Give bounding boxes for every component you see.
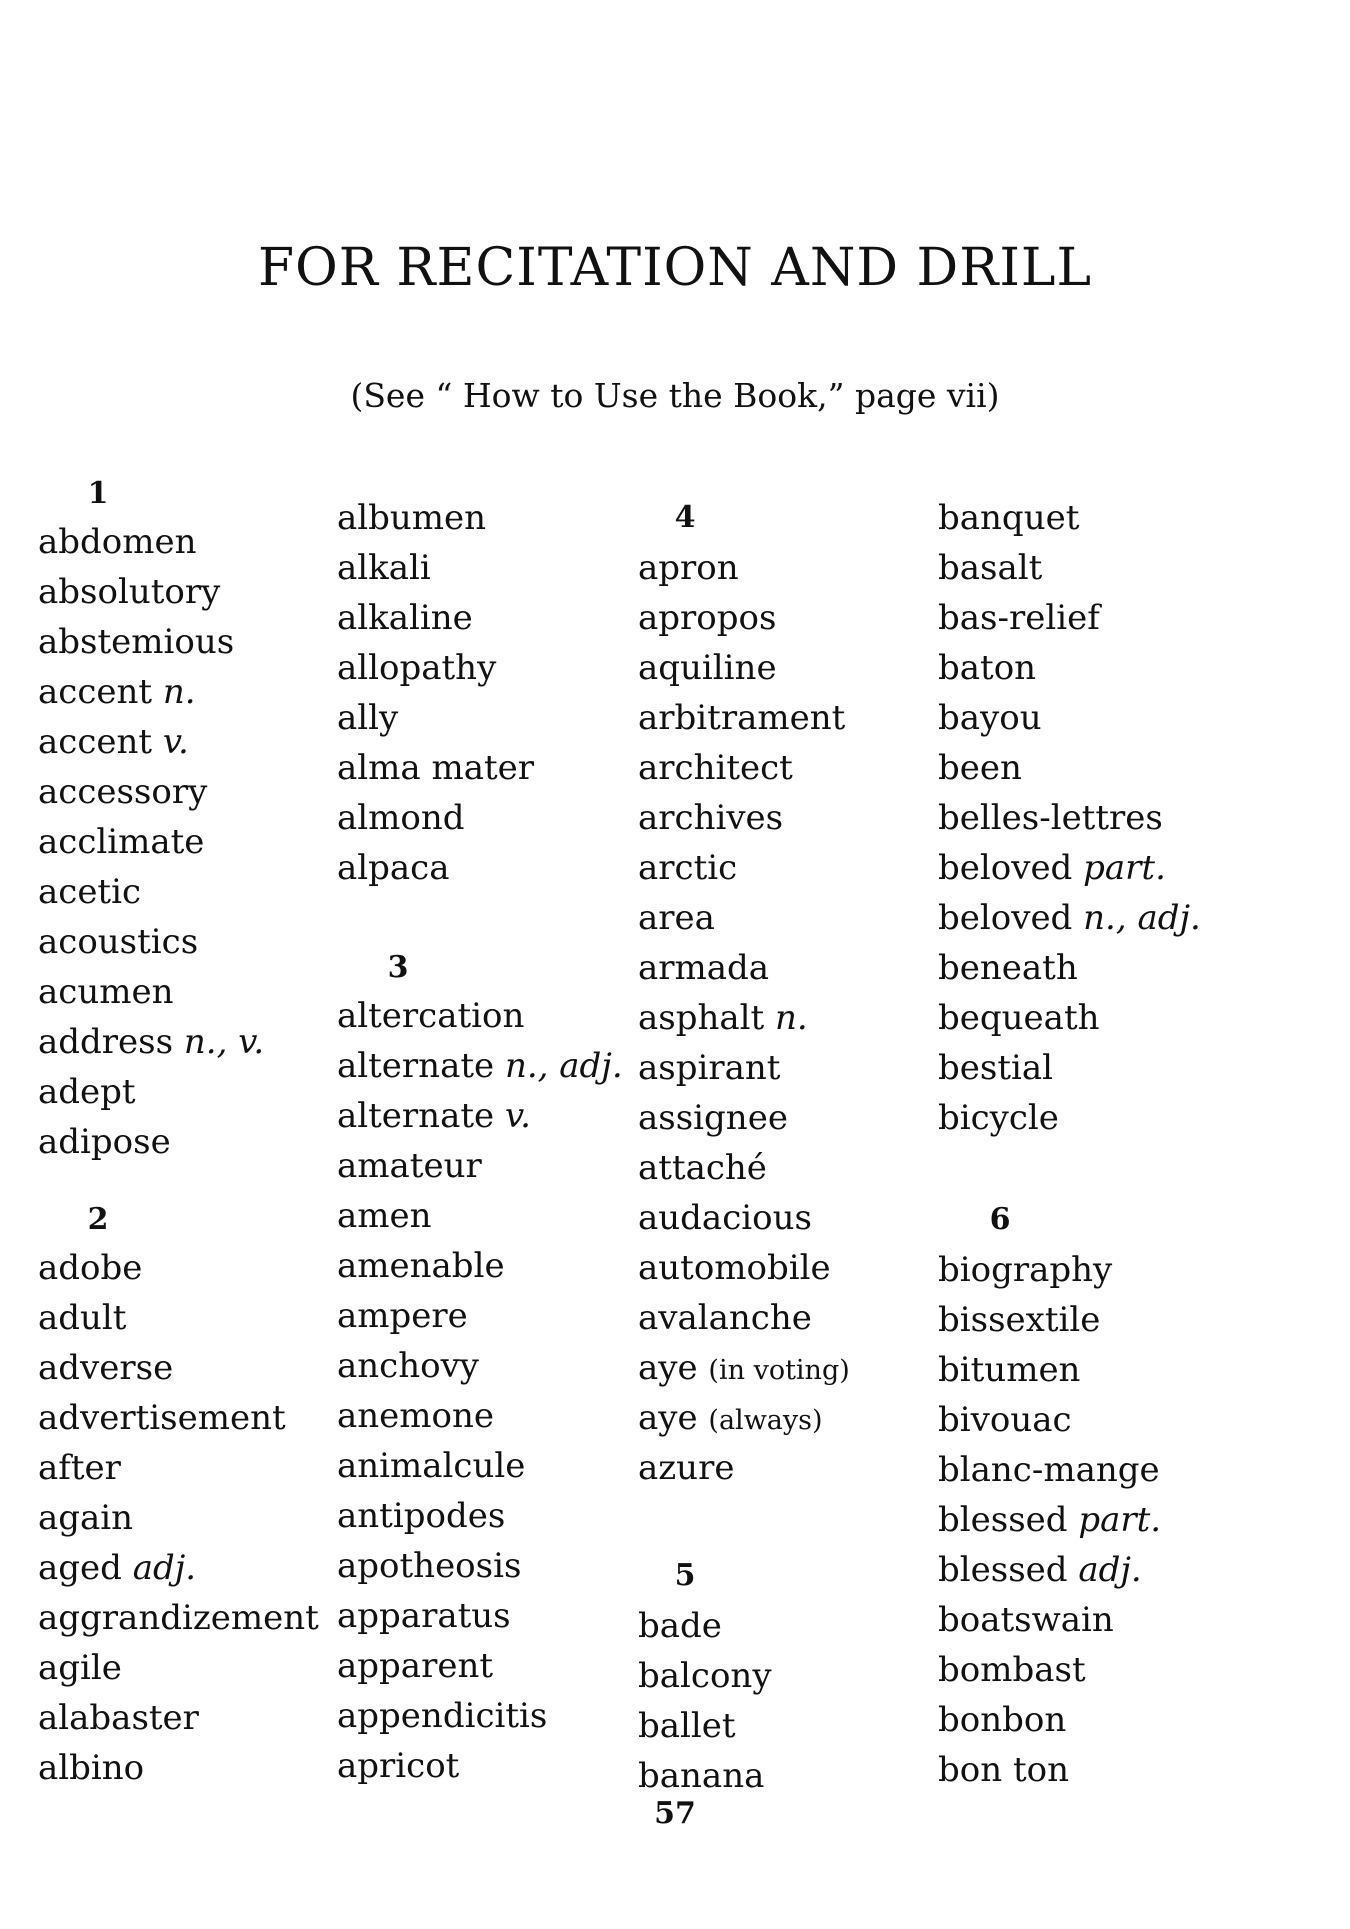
word-entry xyxy=(38,1072,136,1112)
word-entry xyxy=(938,1550,1142,1590)
word-text: apricot xyxy=(337,1746,460,1786)
word-text: almond xyxy=(337,798,465,838)
word-entry xyxy=(938,498,1079,538)
word-entry xyxy=(337,698,398,738)
word-entry xyxy=(938,1450,1160,1490)
word-entry xyxy=(38,1598,319,1638)
word-text: bissextile xyxy=(938,1300,1101,1340)
word-entry xyxy=(638,598,776,638)
word-entry xyxy=(938,798,1163,838)
part-of-speech-note: n., v. xyxy=(183,1022,265,1062)
word-entry xyxy=(337,1696,547,1736)
word-entry xyxy=(938,848,1166,888)
word-text: after xyxy=(38,1448,121,1488)
word-text: belles-lettres xyxy=(938,798,1163,838)
word-text: acclimate xyxy=(38,822,205,862)
word-text: arbitrament xyxy=(638,698,846,738)
word-entry xyxy=(38,822,204,862)
word-text: albino xyxy=(38,1748,145,1788)
word-entry xyxy=(337,848,450,888)
word-text: asphalt xyxy=(638,998,765,1038)
word-entry xyxy=(938,1750,1069,1790)
word-entry xyxy=(638,1048,780,1088)
word-entry xyxy=(337,1296,468,1336)
word-text: biography xyxy=(938,1250,1113,1290)
word-entry xyxy=(38,722,189,762)
word-text: anchovy xyxy=(337,1346,479,1386)
word-entry xyxy=(337,548,431,588)
word-entry xyxy=(638,1298,812,1338)
word-entry xyxy=(938,1400,1072,1440)
part-of-speech-note: n., adj. xyxy=(1083,898,1201,938)
word-text: accessory xyxy=(38,772,208,812)
word-entry xyxy=(638,848,737,888)
word-text: alma mater xyxy=(337,748,535,788)
word-text: anemone xyxy=(337,1396,495,1436)
word-entry xyxy=(938,1500,1161,1540)
word-text: blessed xyxy=(938,1550,1068,1590)
section-number: 4 xyxy=(674,500,696,535)
word-entry xyxy=(638,1706,736,1746)
word-text: apparent xyxy=(337,1646,494,1686)
word-text: absolutory xyxy=(38,572,221,612)
word-entry xyxy=(638,1656,772,1696)
word-entry xyxy=(938,1650,1086,1690)
word-text: basalt xyxy=(938,548,1043,588)
word-text: area xyxy=(638,898,715,938)
word-text: archives xyxy=(638,798,784,838)
word-entry xyxy=(38,1398,286,1438)
word-text: bitumen xyxy=(938,1350,1081,1390)
word-text: boatswain xyxy=(938,1600,1114,1640)
word-entry xyxy=(337,598,473,638)
word-text: amenable xyxy=(337,1246,505,1286)
word-text: altercation xyxy=(337,996,525,1036)
word-entry xyxy=(337,1246,505,1286)
word-entry xyxy=(38,1748,144,1788)
word-entry xyxy=(337,498,486,538)
part-of-speech-note: v. xyxy=(162,722,189,762)
word-entry xyxy=(38,1698,199,1738)
word-text: bivouac xyxy=(938,1400,1072,1440)
word-entry xyxy=(938,748,1022,788)
word-entry xyxy=(938,598,1100,638)
section-number: 5 xyxy=(674,1558,696,1593)
word-text: adipose xyxy=(38,1122,171,1162)
word-text: apropos xyxy=(638,598,777,638)
section-number: 2 xyxy=(87,1202,109,1237)
word-entry xyxy=(638,1198,812,1238)
word-text: attaché xyxy=(638,1148,767,1188)
word-entry xyxy=(638,548,739,588)
word-entry xyxy=(638,1448,734,1488)
page-subtitle: (See “ How to Use the Book,” page vii) xyxy=(350,376,1000,415)
word-text: acetic xyxy=(38,872,142,912)
word-text: bicycle xyxy=(938,1098,1059,1138)
word-entry xyxy=(938,648,1036,688)
word-text: aquiline xyxy=(638,648,777,688)
part-of-speech-note: adj. xyxy=(132,1548,197,1588)
word-text: aged xyxy=(38,1548,122,1588)
word-entry xyxy=(337,648,496,688)
word-entry xyxy=(337,1446,525,1486)
word-entry xyxy=(638,898,715,938)
section-number: 6 xyxy=(989,1202,1011,1237)
word-entry xyxy=(938,1048,1053,1088)
word-text: albumen xyxy=(337,498,487,538)
word-entry xyxy=(38,922,198,962)
word-entry xyxy=(337,798,465,838)
part-of-speech-note: n. xyxy=(162,672,196,712)
word-text: armada xyxy=(638,948,770,988)
word-entry xyxy=(337,1046,623,1086)
word-text: alkaline xyxy=(337,598,473,638)
word-entry xyxy=(337,1396,494,1436)
word-entry xyxy=(38,1122,171,1162)
word-entry xyxy=(938,948,1078,988)
word-text: alpaca xyxy=(337,848,450,888)
word-text: alternate xyxy=(337,1046,495,1086)
word-entry xyxy=(638,948,769,988)
word-entry xyxy=(638,798,783,838)
word-entry xyxy=(337,1196,432,1236)
word-text: architect xyxy=(638,748,793,788)
usage-note: (always) xyxy=(708,1405,823,1436)
word-entry xyxy=(938,1350,1080,1390)
word-text: adobe xyxy=(38,1248,143,1288)
word-text: banquet xyxy=(938,498,1080,538)
word-text: beloved xyxy=(938,898,1073,938)
word-entry xyxy=(938,1700,1066,1740)
word-text: abstemious xyxy=(38,622,235,662)
word-text: antipodes xyxy=(337,1496,506,1536)
word-entry xyxy=(38,872,141,912)
word-entry xyxy=(337,1096,531,1136)
word-text: aggrandizement xyxy=(38,1598,319,1638)
word-entry xyxy=(38,772,207,812)
word-entry xyxy=(638,1756,764,1796)
word-entry xyxy=(938,1300,1100,1340)
word-entry xyxy=(938,1600,1114,1640)
word-entry xyxy=(337,1746,459,1786)
word-text: apron xyxy=(638,548,739,588)
word-entry xyxy=(38,622,234,662)
page-title: FOR RECITATION AND DRILL xyxy=(258,238,1092,298)
word-entry xyxy=(337,1346,479,1386)
word-entry xyxy=(638,1398,823,1438)
word-text: azure xyxy=(638,1448,735,1488)
word-text: bonbon xyxy=(938,1700,1067,1740)
word-text: again xyxy=(38,1498,134,1538)
word-text: been xyxy=(938,748,1022,788)
word-text: beneath xyxy=(938,948,1078,988)
word-text: ally xyxy=(337,698,399,738)
word-text: arctic xyxy=(638,848,738,888)
word-entry xyxy=(938,548,1042,588)
word-text: beloved xyxy=(938,848,1073,888)
word-text: advertisement xyxy=(38,1398,286,1438)
word-entry xyxy=(638,698,845,738)
word-text: bequeath xyxy=(938,998,1100,1038)
word-text: allopathy xyxy=(337,648,497,688)
word-entry xyxy=(337,1596,511,1636)
word-text: bas-relief xyxy=(938,598,1100,638)
word-entry xyxy=(938,898,1201,938)
word-text: appendicitis xyxy=(337,1696,548,1736)
part-of-speech-note: adj. xyxy=(1078,1550,1142,1590)
word-entry xyxy=(38,1548,196,1588)
word-text: bombast xyxy=(938,1650,1086,1690)
part-of-speech-note: part. xyxy=(1083,848,1166,888)
word-entry xyxy=(938,698,1042,738)
word-entry xyxy=(638,648,777,688)
word-entry xyxy=(38,522,197,562)
page-number: 57 xyxy=(654,1796,696,1831)
word-text: automobile xyxy=(638,1248,831,1288)
word-text: accent xyxy=(38,722,153,762)
word-text: acumen xyxy=(38,972,174,1012)
word-entry xyxy=(38,972,173,1012)
word-text: apotheosis xyxy=(337,1546,522,1586)
word-entry xyxy=(38,672,196,712)
word-text: blanc-mange xyxy=(938,1450,1160,1490)
word-text: aye xyxy=(638,1398,698,1438)
word-entry xyxy=(38,1298,126,1338)
word-entry xyxy=(938,1250,1112,1290)
word-text: adverse xyxy=(38,1348,174,1388)
word-entry xyxy=(638,998,808,1038)
section-number: 3 xyxy=(387,950,409,985)
word-text: amen xyxy=(337,1196,432,1236)
word-text: amateur xyxy=(337,1146,482,1186)
usage-note: (in voting) xyxy=(708,1355,850,1386)
word-text: audacious xyxy=(638,1198,812,1238)
part-of-speech-note: part. xyxy=(1078,1500,1162,1540)
word-entry xyxy=(938,1098,1059,1138)
word-entry xyxy=(638,1148,767,1188)
word-text: animalcule xyxy=(337,1446,526,1486)
word-entry xyxy=(337,996,524,1036)
word-text: aye xyxy=(638,1348,698,1388)
word-text: ampere xyxy=(337,1296,468,1336)
word-entry xyxy=(638,748,793,788)
word-entry xyxy=(38,1348,173,1388)
word-entry xyxy=(938,998,1100,1038)
word-text: bon ton xyxy=(938,1750,1069,1790)
word-text: alkali xyxy=(337,548,431,588)
word-entry xyxy=(38,1448,121,1488)
word-entry xyxy=(38,1498,133,1538)
word-text: accent xyxy=(38,672,153,712)
word-text: avalanche xyxy=(638,1298,812,1338)
word-text: banana xyxy=(638,1756,765,1796)
word-entry xyxy=(638,1348,850,1388)
word-text: adult xyxy=(38,1298,127,1338)
word-entry xyxy=(38,1022,264,1062)
word-text: acoustics xyxy=(38,922,199,962)
word-entry xyxy=(38,1248,142,1288)
word-entry xyxy=(638,1098,788,1138)
word-text: baton xyxy=(938,648,1037,688)
word-entry xyxy=(638,1606,722,1646)
word-entry xyxy=(337,1546,521,1586)
word-entry xyxy=(337,1646,493,1686)
word-text: bestial xyxy=(938,1048,1054,1088)
word-text: address xyxy=(38,1022,174,1062)
word-entry xyxy=(337,748,534,788)
word-text: assignee xyxy=(638,1098,788,1138)
word-text: bade xyxy=(638,1606,722,1646)
word-text: balcony xyxy=(638,1656,772,1696)
part-of-speech-note: v. xyxy=(504,1096,531,1136)
word-text: agile xyxy=(38,1648,122,1688)
section-number: 1 xyxy=(87,476,109,511)
word-text: adept xyxy=(38,1072,136,1112)
word-text: aspirant xyxy=(638,1048,781,1088)
word-entry xyxy=(38,572,220,612)
word-text: blessed xyxy=(938,1500,1068,1540)
word-text: apparatus xyxy=(337,1596,511,1636)
word-text: alternate xyxy=(337,1096,495,1136)
word-entry xyxy=(337,1496,505,1536)
word-entry xyxy=(38,1648,122,1688)
word-entry xyxy=(638,1248,831,1288)
part-of-speech-note: n., adj. xyxy=(504,1046,623,1086)
word-entry xyxy=(337,1146,482,1186)
word-text: bayou xyxy=(938,698,1042,738)
word-text: abdomen xyxy=(38,522,197,562)
word-text: alabaster xyxy=(38,1698,199,1738)
part-of-speech-note: n. xyxy=(775,998,808,1038)
word-text: ballet xyxy=(638,1706,736,1746)
